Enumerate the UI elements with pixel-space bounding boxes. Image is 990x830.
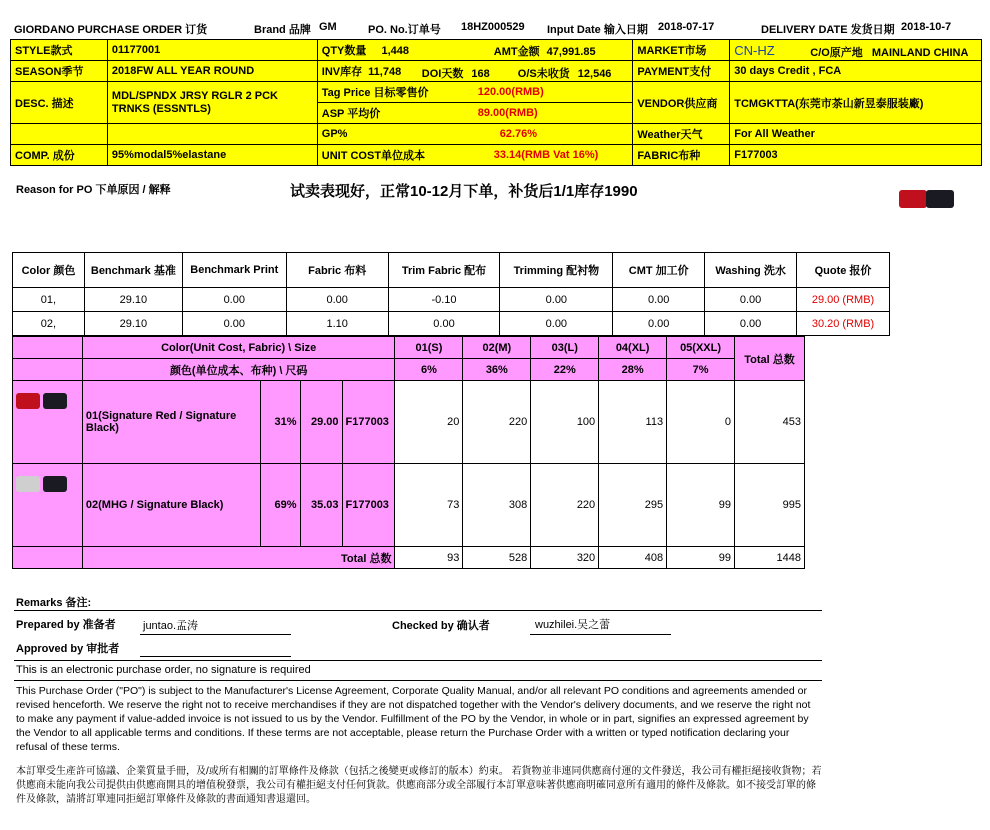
grand-total-cell: 93 <box>395 547 463 569</box>
brand-label: Brand 品牌 <box>254 24 311 36</box>
benchmark-quote: 30.20 (RMB) <box>797 312 890 336</box>
benchmark-quote: 29.00 (RMB) <box>797 288 890 312</box>
size-title-cn: 颜色(单位成本、布种) \ 尺码 <box>82 359 395 381</box>
checked-label: Checked by 确认者 <box>392 620 490 632</box>
po-info-table <box>10 39 982 166</box>
gp-value: 62.76% <box>499 128 538 140</box>
black-trunk-swatch <box>43 393 67 409</box>
benchmark-cell: 0.00 <box>500 288 613 312</box>
grand-total-cell: 408 <box>599 547 667 569</box>
benchmark-row <box>13 288 890 312</box>
delivery-date-value: 2018-10-7 <box>901 21 952 33</box>
remarks-label: Remarks 备注: <box>16 597 92 609</box>
benchmark-cell: 0.00 <box>613 312 705 336</box>
reason-text: 试卖表现好，正常10-12月下单，补货后1/1库存1990 <box>290 183 638 200</box>
size-ratio: 36% <box>463 359 531 381</box>
row-total: 995 <box>735 464 805 547</box>
benchmark-header: Benchmark 基准 <box>84 253 182 288</box>
qty-cell: 99 <box>667 464 735 547</box>
benchmark-cell: 0.00 <box>705 288 797 312</box>
benchmark-header: Trim Fabric 配布 <box>388 253 500 288</box>
gp-label: GP% <box>321 128 348 140</box>
asp-cell <box>317 103 633 124</box>
signature-divider <box>14 660 822 661</box>
grand-total-label: Total 总数 <box>82 547 395 569</box>
approved-underline <box>140 656 291 657</box>
benchmark-cell: 02, <box>13 312 85 336</box>
color-pct: 31% <box>260 381 300 464</box>
color-row <box>13 381 805 464</box>
benchmark-header: Quote 报价 <box>797 253 890 288</box>
row-total: 453 <box>735 381 805 464</box>
color-fabric: F177003 <box>342 381 395 464</box>
size-ratio-row <box>13 359 805 381</box>
qty-cell: 220 <box>531 464 599 547</box>
benchmark-cell: 0.00 <box>182 288 286 312</box>
qty-cell: 0 <box>667 381 735 464</box>
info-row-style <box>11 40 982 61</box>
size-header: 01(S) <box>395 337 463 359</box>
grand-total-cell: 99 <box>667 547 735 569</box>
qty-cell: 100 <box>531 381 599 464</box>
color-pct: 69% <box>260 464 300 547</box>
input-date-value: 2018-07-17 <box>658 21 715 33</box>
prepared-label: Prepared by 准备者 <box>16 619 116 631</box>
black-trunk-swatch <box>926 190 954 208</box>
unit-cost-cell <box>317 145 633 166</box>
remarks-divider <box>14 610 822 611</box>
weather-value: For All Weather <box>730 124 982 145</box>
size-header: 02(M) <box>463 337 531 359</box>
benchmark-cell: 0.00 <box>705 312 797 336</box>
benchmark-header: Benchmark Print <box>182 253 286 288</box>
doi-label: DOI天数 <box>421 68 464 80</box>
market-label: MARKET市场 <box>633 40 730 61</box>
checked-underline <box>530 634 671 635</box>
weather-label: Weather天气 <box>633 124 730 145</box>
benchmark-header: Trimming 配衬物 <box>500 253 613 288</box>
qty-cell: 20 <box>395 381 463 464</box>
co-label: C/O原产地 <box>810 47 863 59</box>
tag-price-cell <box>317 82 633 103</box>
benchmark-header-row <box>13 253 890 288</box>
benchmark-header: Color 颜色 <box>13 253 85 288</box>
checked-value: wuzhilei.吴之蕾 <box>535 619 611 631</box>
electronic-note: This is an electronic purchase order, no signature is required <box>16 664 311 676</box>
os-label: O/S未收货 <box>517 68 570 80</box>
input-date-label: Input Date 输入日期 <box>547 24 648 36</box>
market-co-cell <box>730 40 982 61</box>
legal-text-en: This Purchase Order ("PO") is subject to the Manufacturer's License Agreement, Corporate Quality Manual, and/or all relevant PO conditions and agreements amended or revised henceforth. We reserve the right not to receive merchandises if they are not dispatched together with the Vendor's delivery documents, and we reserve the right not to make any payment if value-added invoice is not issued to us by the Vendor. Fulfillment of the PO by the Vendor, in whole or in part, signifies an expressed agreement by the Vendor to all applicable terms and conditions. If these terms are not acceptable, please return the Purchase Order with a written or typed notification declaring your refusal of these terms. <box>16 685 811 753</box>
approved-label: Approved by 审批者 <box>16 643 120 655</box>
unit-cost-value: 33.14(RMB Vat 16%) <box>493 149 599 161</box>
benchmark-row <box>13 312 890 336</box>
vendor-label: VENDOR供应商 <box>633 82 730 124</box>
benchmark-cell: 29.10 <box>84 288 182 312</box>
product-thumbnail <box>899 190 957 211</box>
qty-label: QTY数量 <box>321 45 367 57</box>
inv-value: 11,748 <box>368 66 402 78</box>
amt-label: AMT金额 <box>493 46 540 58</box>
size-ratio: 6% <box>395 359 463 381</box>
comp-value: 95%modal5%elastane <box>107 145 317 166</box>
benchmark-header: Washing 洗水 <box>705 253 797 288</box>
qty-cell: 220 <box>463 381 531 464</box>
benchmark-cell: 29.10 <box>84 312 182 336</box>
doi-value: 168 <box>471 68 490 80</box>
info-row-gp <box>11 124 982 145</box>
note-divider <box>14 680 822 681</box>
payment-value: 30 days Credit , FCA <box>730 61 982 82</box>
market-value: CN-HZ <box>734 42 775 58</box>
vendor-value: TCMGKTTA(东莞市茶山新昱泰服装廠) <box>730 82 982 124</box>
comp-label: COMP. 成份 <box>11 145 108 166</box>
benchmark-cell: 0.00 <box>182 312 286 336</box>
payment-label: PAYMENT支付 <box>633 61 730 82</box>
grey-trunk-swatch <box>16 476 40 492</box>
benchmark-cell: 0.00 <box>613 288 705 312</box>
benchmark-table <box>12 252 890 336</box>
po-value: 18HZ000529 <box>461 21 525 33</box>
qty-cell: 113 <box>599 381 667 464</box>
qty-amt-cell <box>317 40 633 61</box>
qty-cell: 73 <box>395 464 463 547</box>
desc-label: DESC. 描述 <box>11 82 108 124</box>
benchmark-header: CMT 加工价 <box>613 253 705 288</box>
red-trunk-swatch <box>16 393 40 409</box>
benchmark-header: Fabric 布料 <box>286 253 388 288</box>
size-header: 04(XL) <box>599 337 667 359</box>
color-cost: 29.00 <box>300 381 342 464</box>
fabric-value: F177003 <box>730 145 982 166</box>
benchmark-cell: 0.00 <box>388 312 500 336</box>
delivery-date-label: DELIVERY DATE 发货日期 <box>761 24 895 36</box>
info-row-season <box>11 61 982 82</box>
color-cost: 35.03 <box>300 464 342 547</box>
qty-cell: 295 <box>599 464 667 547</box>
size-header: 03(L) <box>531 337 599 359</box>
os-value: 12,546 <box>577 68 612 80</box>
season-label: SEASON季节 <box>11 61 108 82</box>
desc-value: MDL/SPNDX JRSY RGLR 2 PCK TRNKS (ESSNTLS) <box>107 82 317 124</box>
qty-value: 1,448 <box>381 45 409 57</box>
info-row-comp <box>11 145 982 166</box>
season-value: 2018FW ALL YEAR ROUND <box>107 61 317 82</box>
size-ratio: 7% <box>667 359 735 381</box>
total-header: Total 总数 <box>735 337 805 381</box>
unit-cost-label: UNIT COST单位成本 <box>321 150 426 162</box>
benchmark-cell: 0.00 <box>500 312 613 336</box>
po-label: PO. No.订单号 <box>368 24 441 36</box>
fabric-label: FABRIC布种 <box>633 145 730 166</box>
color-name: 02(MHG / Signature Black) <box>82 464 260 547</box>
po-header <box>14 21 984 35</box>
grand-total-cell: 528 <box>463 547 531 569</box>
reason-label: Reason for PO 下单原因 / 解释 <box>16 184 171 196</box>
tag-price-value: 120.00(RMB) <box>477 86 544 98</box>
style-value: 01177001 <box>107 40 317 61</box>
co-value: MAINLAND CHINA <box>871 47 969 59</box>
amt-value: 47,991.85 <box>546 46 596 58</box>
style-label: STYLE款式 <box>11 40 108 61</box>
company-title: GIORDANO PURCHASE ORDER 订货 <box>14 24 208 36</box>
color-swatch-cell <box>13 464 83 547</box>
size-ratio: 28% <box>599 359 667 381</box>
inv-label: INV库存 <box>321 66 363 78</box>
benchmark-cell: 01, <box>13 288 85 312</box>
black-trunk-swatch <box>43 476 67 492</box>
tag-price-label: Tag Price 目标零售价 <box>321 87 429 99</box>
color-name: 01(Signature Red / Signature Black) <box>82 381 260 464</box>
legal-text-cn: 本訂單受生產許可協議、企業質量手冊，及/或所有相關的訂單條件及條款（包括之後變更或修訂的版本）約束。 若貨物並非連同供應商付運的文件發送，我公司有權拒絕接收貨物；若供應商未能向我公司提供由供應商開具的增值稅發票，我公司有權拒絕支付任何貨款。供應商部分或全部履行本訂單意味著供應商明確同意所有適用的條件及條款。如不接受訂單的條件及條款，請將訂單連同拒絕訂單條件及條款的書面通知書退還回。 <box>16 766 822 805</box>
size-breakdown-table <box>12 336 805 569</box>
benchmark-cell: 0.00 <box>286 288 388 312</box>
asp-label: ASP 平均价 <box>321 108 381 120</box>
size-header-row <box>13 337 805 359</box>
brand-value: GM <box>319 21 337 33</box>
color-row <box>13 464 805 547</box>
size-ratio: 22% <box>531 359 599 381</box>
prepared-underline <box>140 634 291 635</box>
qty-cell: 308 <box>463 464 531 547</box>
grand-total: 1448 <box>735 547 805 569</box>
color-swatch-cell <box>13 381 83 464</box>
inv-cell <box>317 61 633 82</box>
prepared-value: juntao.孟涛 <box>143 620 199 632</box>
info-row-desc <box>11 82 982 103</box>
size-title-en: Color(Unit Cost, Fabric) \ Size <box>82 337 395 359</box>
gp-cell <box>317 124 633 145</box>
grand-total-row <box>13 547 805 569</box>
color-fabric: F177003 <box>342 464 395 547</box>
size-header: 05(XXL) <box>667 337 735 359</box>
benchmark-cell: -0.10 <box>388 288 500 312</box>
benchmark-cell: 1.10 <box>286 312 388 336</box>
red-trunk-swatch <box>899 190 927 208</box>
asp-value: 89.00(RMB) <box>477 107 538 119</box>
grand-total-cell: 320 <box>531 547 599 569</box>
